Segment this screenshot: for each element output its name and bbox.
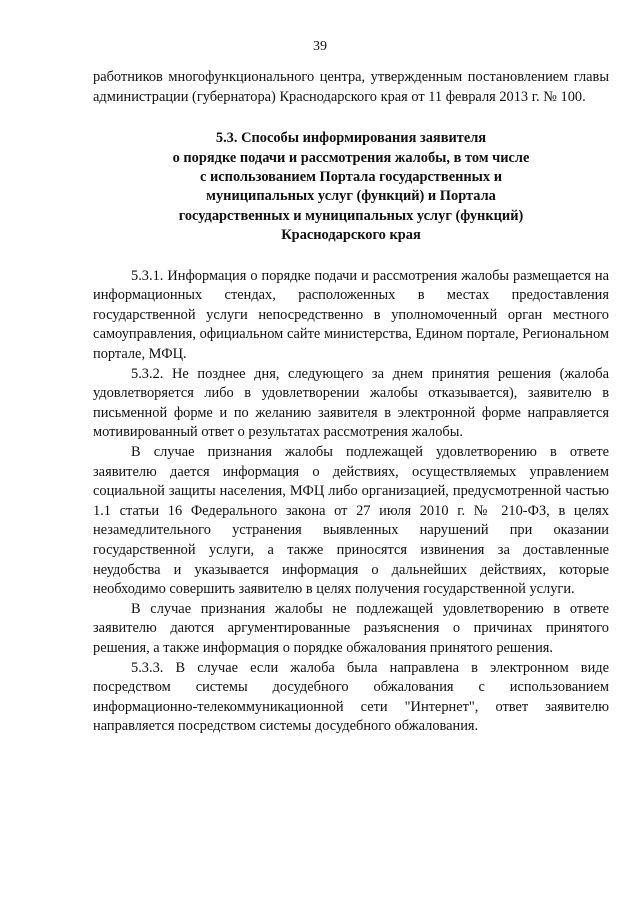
intro-paragraph: работников многофункционального центра, утвержденным постановлением главы администрации (губернатора) Краснодарского края от 11 февраля 2013 г. № 100. [93,69,609,105]
document-body [93,68,609,737]
heading-line: 5.3. Способы информирования заявителя [215,130,487,147]
heading-line: с использованием Портала государственных и [199,169,502,185]
paragraph-5-3-2: 5.3.2. Не позднее дня, следующего за днем принятия решения (жалоба удовлетворяется либо в удовлетворении жалобы отказывается), заявителю в письменной форме и по желанию заявителя в электронной форме направляется мотивированный ответ о результатах рассмотрения жалобы. [93,365,609,441]
heading-line: муниципальных услуг (функций) и Портала [206,188,496,205]
heading-line: государственных и муниципальных услуг (функций) [178,207,524,224]
paragraph-complaint-satisfied: В случае признания жалобы подлежащей удовлетворению в ответе заявителю дается информация о действиях, осуществляемых управлением социальной защиты населения, МФЦ либо организацией, предусмотренной частью 1.1 статьи 16 Федерального закона от 27 июля 2010 г. № 210-ФЗ, в целях незамедлительного устранения выявленных нарушений при оказании государственной услуги, а также приносятся извинения за доставленные неудобства и указывается информация о дальнейших действиях, которые необходимо совершить заявителю в целях получения государственной услуги. [93,443,609,598]
heading-line: Краснодарского края [281,227,421,244]
paragraph-5-3-1: 5.3.1. Информация о порядке подачи и рассмотрения жалобы размещается на информационных стендах, расположенных в местах предоставления государственной услуги непосредственно в уполномоченный орган местного самоуправления, официальном сайте министерства, Едином портале, Региональном портале, МФЦ. [93,267,609,362]
paragraph-complaint-rejected: В случае признания жалобы не подлежащей удовлетворению в ответе заявителю даются аргументированные разъяснения о причинах принятого решения, а также информация о порядке обжалования принятого решения. [93,600,609,656]
page-number: 39 [313,39,327,54]
paragraph-5-3-3: 5.3.3. В случае если жалоба была направлена в электронном виде посредством системы досудебного обжалования с использованием информационно-телекоммуникационной сети "Интернет", ответ заявителю направляется посредством системы досудебного обжалования. [93,659,609,735]
heading-line: о порядке подачи и рассмотрения жалобы, в том числе [172,149,530,166]
section-heading [93,129,609,245]
